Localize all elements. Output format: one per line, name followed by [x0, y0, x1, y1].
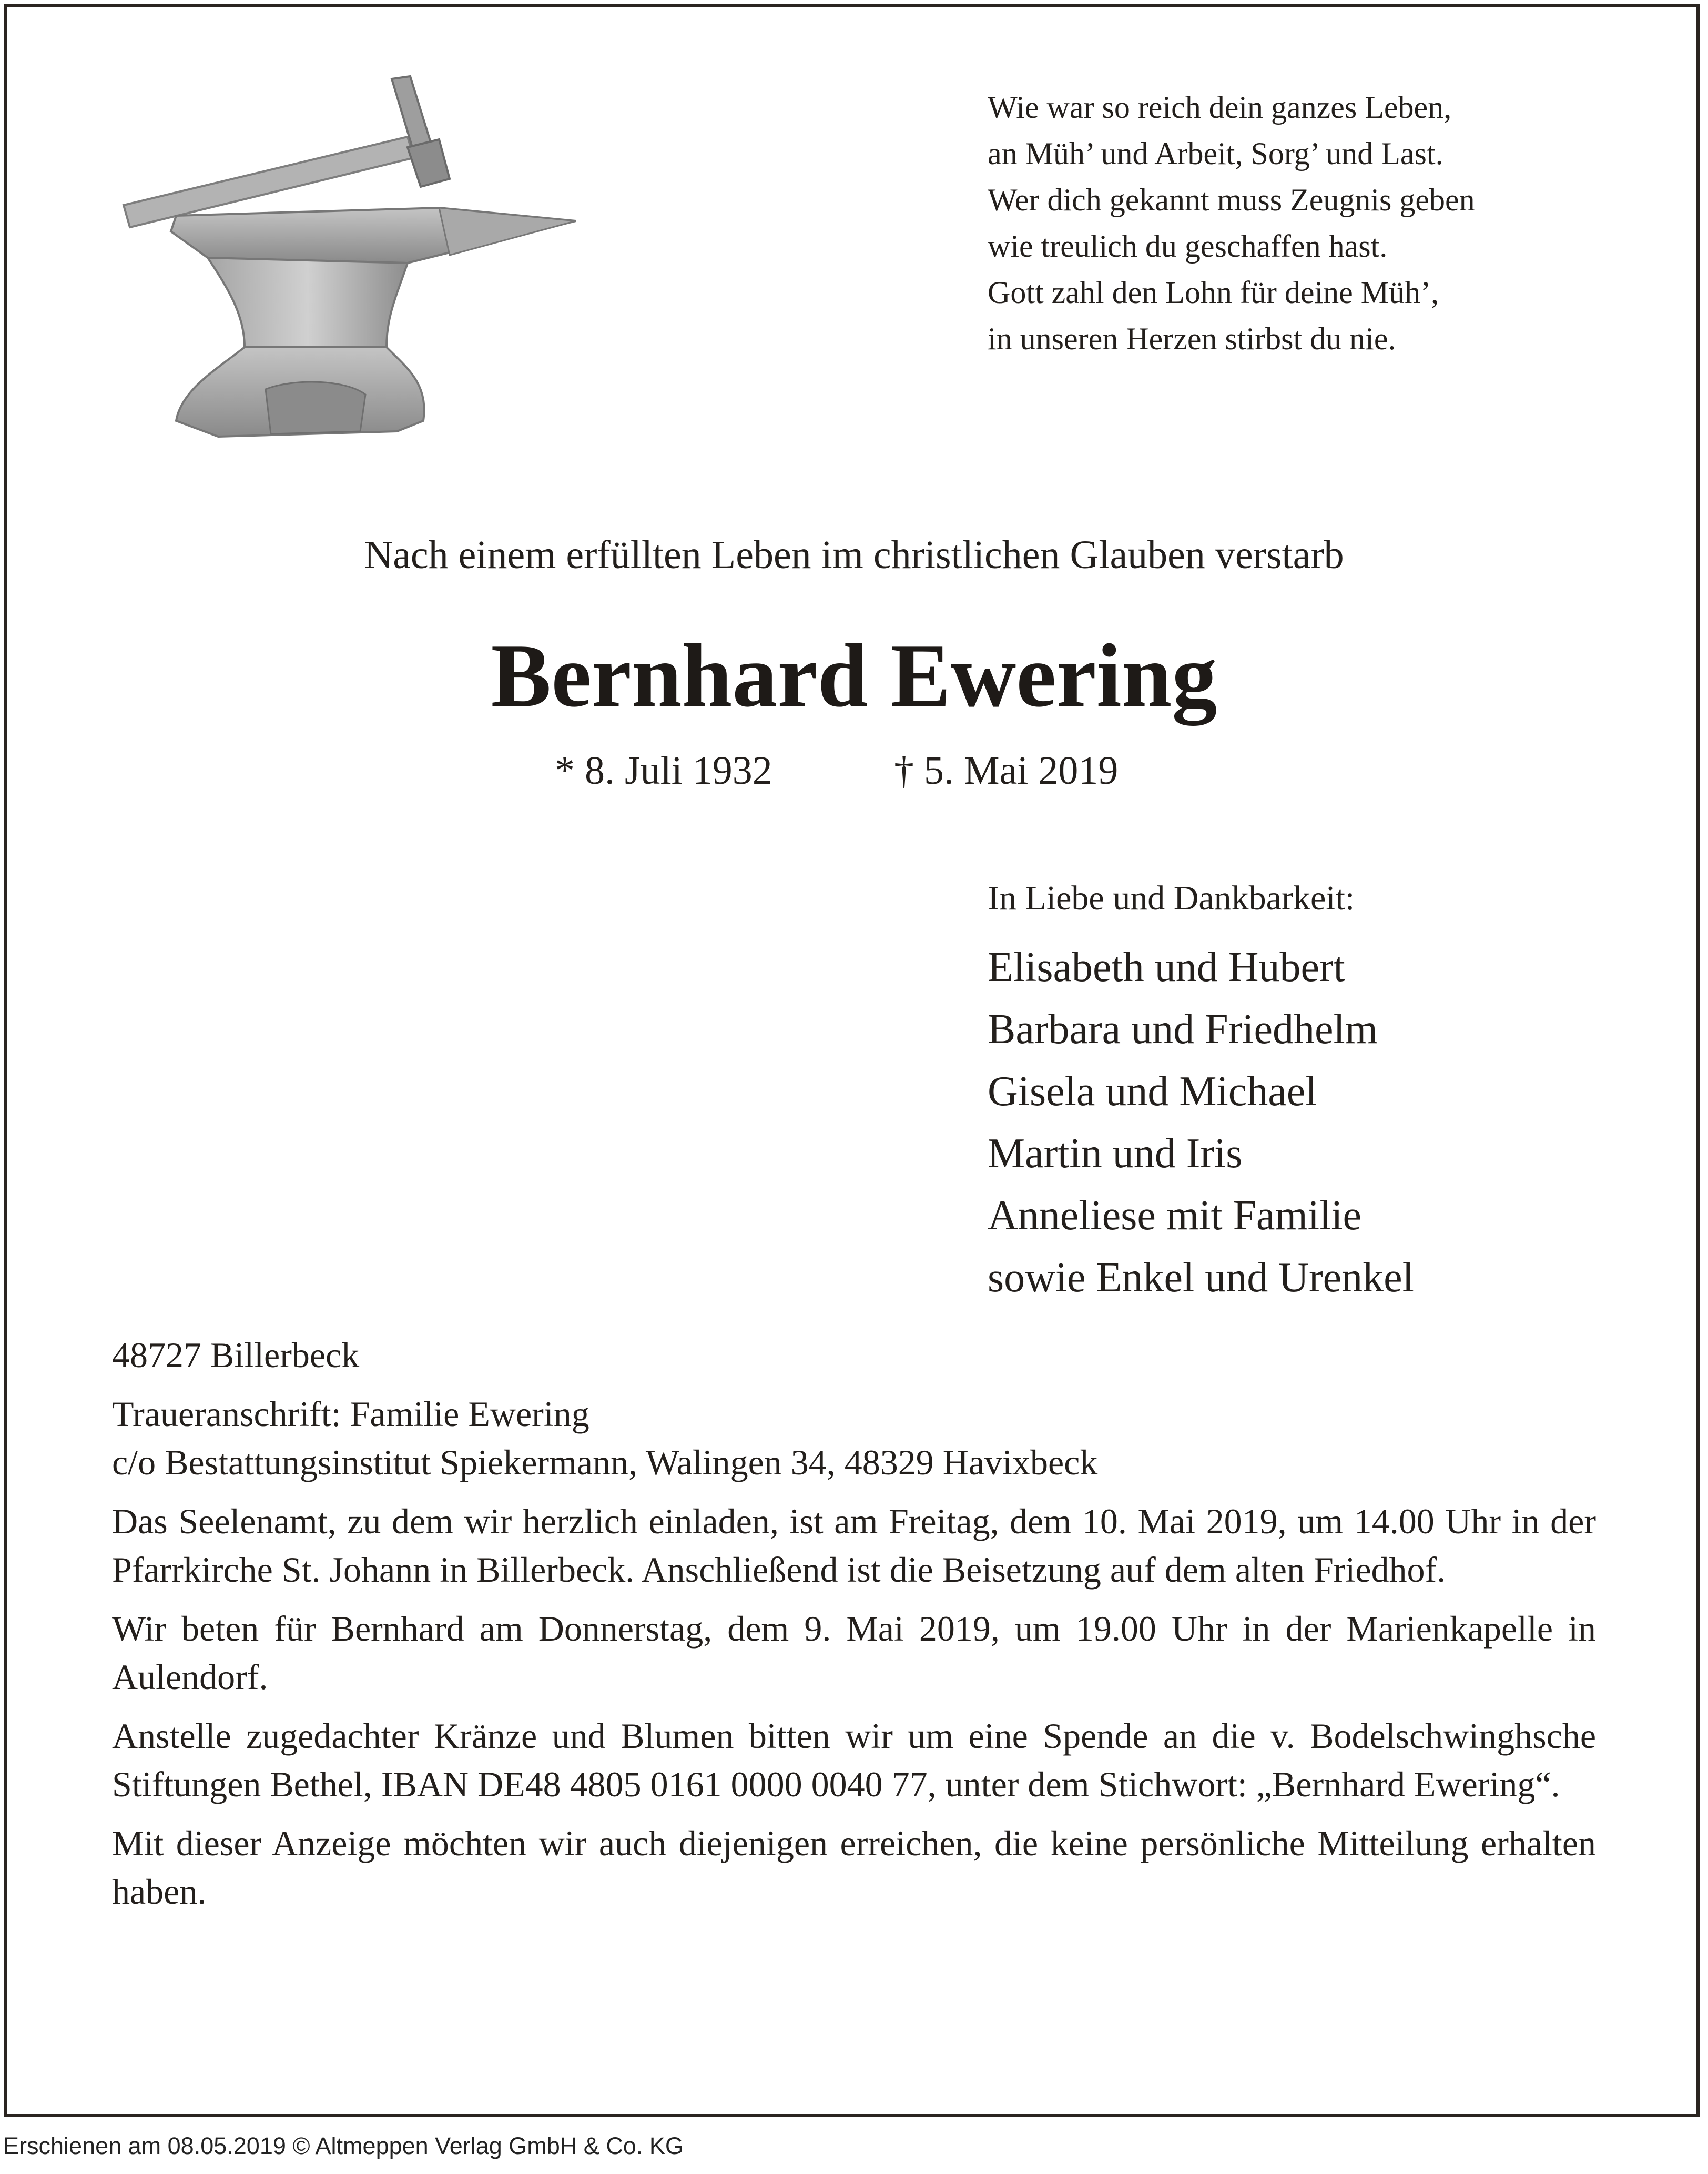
intro-text: Nach einem erfüllten Leben im christlichen Glauben verstarb — [364, 533, 1344, 577]
poem-line: an Müh’ und Arbeit, Sorg’ und Last. — [988, 136, 1443, 171]
mourner-name: Elisabeth und Hubert — [988, 944, 1345, 990]
poem-verse — [988, 84, 1671, 362]
poem-line: wie treulich du geschaffen hast. — [988, 229, 1388, 264]
anvil-hammer-icon — [113, 74, 586, 452]
donation-paragraph: Anstelle zugedachter Kränze und Blumen bitten wir um eine Spende an die v. Bodelschwinghsche Stiftungen Bethel, IBAN DE48 4805 0161 0000 0040 77, unter dem Stichwort: „Bernhard Ewering“. — [112, 1716, 1596, 1804]
mourner-name: Barbara und Friedhelm — [988, 1006, 1378, 1053]
address-line: c/o Bestattungsinstitut Spiekermann, Walingen 34, 48329 Havixbeck — [112, 1442, 1098, 1482]
mourner-name: sowie Enkel und Urenkel — [988, 1255, 1414, 1301]
details-section — [112, 1331, 1596, 1926]
service-paragraph: Das Seelenamt, zu dem wir herzlich einladen, ist am Freitag, dem 10. Mai 2019, um 14.00 Uhr in der Pfarrkirche St. Johann in Billerbeck. Anschließend ist die Beisetzung auf dem alten Friedhof. — [112, 1501, 1596, 1590]
publication-footer: Erschienen am 08.05.2019 © Altmeppen Verlag GmbH & Co. KG — [3, 2132, 684, 2159]
mourners-list — [988, 936, 1414, 1309]
mourner-name: Gisela und Michael — [988, 1068, 1317, 1115]
death-date: † 5. Mai 2019 — [894, 749, 1119, 793]
poem-line: Wer dich gekannt muss Zeugnis geben — [988, 183, 1475, 217]
deceased-name: Bernhard Ewering — [491, 626, 1217, 726]
poem-line: Wie war so reich dein ganzes Leben, — [988, 90, 1452, 125]
place: 48727 Billerbeck — [112, 1335, 360, 1375]
mourners-heading: In Liebe und Dankbarkeit: — [988, 879, 1355, 917]
poem-line: in unseren Herzen stirbst du nie. — [988, 321, 1396, 356]
mourner-name: Martin und Iris — [988, 1130, 1243, 1177]
birth-date: * 8. Juli 1932 — [555, 749, 772, 793]
prayer-paragraph: Wir beten für Bernhard am Donnerstag, dem 9. Mai 2019, um 19.00 Uhr in der Marienkapelle in Aulendorf. — [112, 1609, 1596, 1697]
poem-line: Gott zahl den Lohn für deine Müh’, — [988, 275, 1439, 310]
address-line: Traueranschrift: Familie Ewering — [112, 1394, 589, 1434]
mourner-name: Anneliese mit Familie — [988, 1192, 1361, 1239]
closing-paragraph: Mit dieser Anzeige möchten wir auch diejenigen erreichen, die keine persönliche Mitteilung erhalten haben. — [112, 1823, 1596, 1912]
mourning-address — [112, 1390, 1596, 1487]
